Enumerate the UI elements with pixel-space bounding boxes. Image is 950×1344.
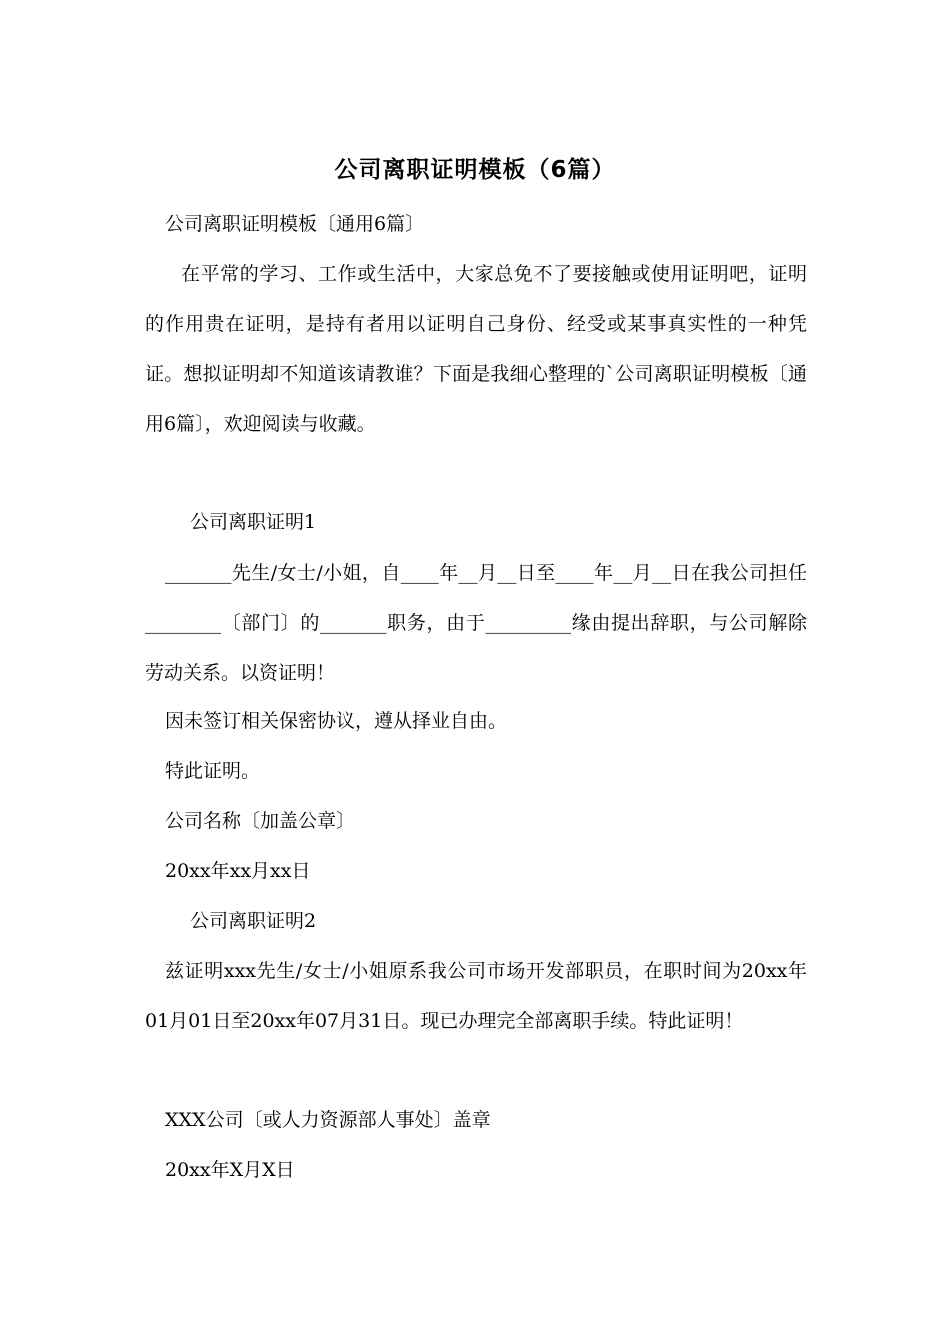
- section-2-seal: XXX公司〔或人力资源部人事处〕盖章: [165, 1109, 491, 1131]
- section-1-confidentiality: 因未签订相关保密协议，遵从择业自由。: [165, 710, 508, 732]
- document-title: 公司离职证明模板（6篇）: [334, 157, 616, 183]
- section-1-body: _______先生/女士/小姐，自____年__月__日至____年__月__日在我公司担任________〔部门〕的_______职务，由于_________缘由提出辞职，与公司解除劳动关系。以资证明！: [145, 562, 807, 684]
- section-1-heading: 公司离职证明1: [190, 511, 317, 533]
- document-subtitle: 公司离职证明模板〔通用6篇〕: [165, 213, 425, 235]
- section-2-heading: 公司离职证明2: [190, 910, 317, 932]
- section-2-date: 20xx年X月X日: [165, 1159, 295, 1181]
- section-2-body: 兹证明xxx先生/女士/小姐原系我公司市场开发部职员，在职时间为20xx年01月01日至20xx年07月31日。现已办理完全部离职手续。特此证明！: [145, 960, 807, 1032]
- section-1-certify: 特此证明。: [165, 760, 261, 782]
- intro-paragraph: 在平常的学习、工作或生活中，大家总免不了要接触或使用证明吧，证明的作用贵在证明，是持有者用以证明自己身份、经受或某事真实性的一种凭证。想拟证明却不知道该请教谁？下面是我细心整理的`公司离职证明模板〔通用6篇〕，欢迎阅读与收藏。: [145, 263, 807, 435]
- section-1-company-seal: 公司名称〔加盖公章〕: [165, 810, 356, 832]
- section-1-date: 20xx年xx月xx日: [165, 860, 311, 882]
